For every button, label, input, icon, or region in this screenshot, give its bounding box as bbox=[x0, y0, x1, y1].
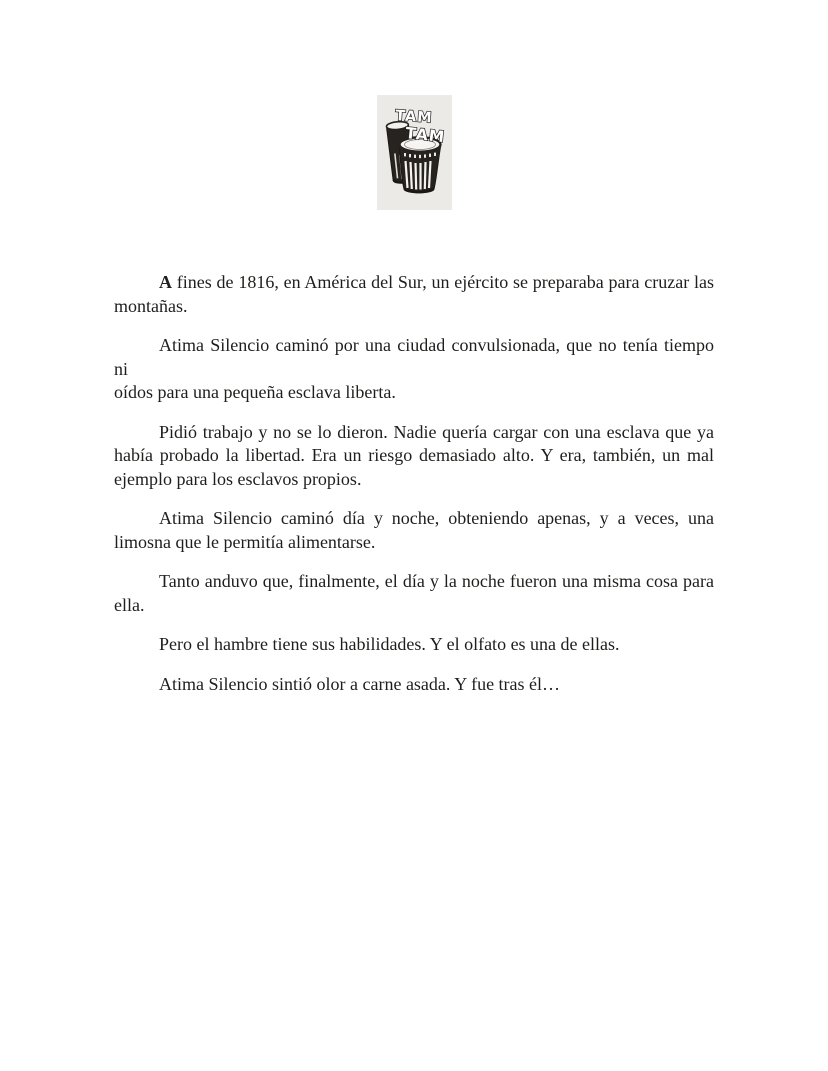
text-line bbox=[114, 531, 714, 555]
text-segment: Atima Silencio caminó por una ciudad convulsionada, que no tenía tiempo ni bbox=[114, 335, 714, 379]
paragraph bbox=[114, 673, 714, 697]
paragraph bbox=[114, 507, 714, 554]
bold-initial: A bbox=[159, 272, 172, 292]
paragraph bbox=[114, 421, 714, 492]
story-text bbox=[114, 271, 714, 712]
text-line bbox=[114, 507, 714, 531]
text-line bbox=[114, 421, 714, 445]
text-line bbox=[114, 673, 714, 697]
paragraph bbox=[114, 633, 714, 657]
paragraph bbox=[114, 334, 714, 405]
text-line bbox=[114, 295, 714, 319]
text-segment: ejemplo para los esclavos propios. bbox=[114, 468, 362, 489]
text-segment: había probado la libertad. Era un riesgo demasiado alto. Y era, también, un mal bbox=[114, 445, 714, 465]
paragraph bbox=[114, 570, 714, 617]
text-segment: ella. bbox=[114, 594, 145, 615]
tam-label-bottom: TAM bbox=[404, 124, 447, 147]
text-line bbox=[114, 594, 714, 618]
text-segment: oídos para una pequeña esclava liberta. bbox=[114, 382, 396, 402]
text-line bbox=[114, 271, 714, 295]
text-segment: Pero el hambre tiene sus habilidades. Y el olfato es una de ellas. bbox=[159, 634, 620, 654]
text-line bbox=[114, 468, 714, 492]
text-segment: limosna que le permitía alimentarse. bbox=[114, 531, 376, 552]
drums-drawing-svg bbox=[377, 95, 452, 210]
text-line bbox=[114, 334, 714, 381]
tam-label-top: TAM bbox=[394, 108, 434, 127]
text-segment: Atima Silencio caminó día y noche, obteniendo apenas, y a veces, una bbox=[159, 508, 714, 528]
tam-tam-drums-illustration bbox=[377, 95, 452, 210]
text-line bbox=[114, 444, 714, 468]
text-line bbox=[114, 570, 714, 594]
paragraph bbox=[114, 271, 714, 318]
text-segment: Atima Silencio sintió olor a carne asada. Y fue tras él… bbox=[159, 673, 561, 694]
text-line bbox=[114, 633, 714, 657]
text-segment: fines de 1816, en América del Sur, un ejército se preparaba para cruzar las bbox=[172, 272, 714, 292]
text-segment: montañas. bbox=[114, 295, 188, 316]
text-segment: Tanto anduvo que, finalmente, el día y la noche fueron una misma cosa para bbox=[159, 571, 714, 591]
text-segment: Pidió trabajo y no se lo dieron. Nadie quería cargar con una esclava que ya bbox=[159, 421, 714, 442]
text-line bbox=[114, 381, 714, 405]
front-drum-icon bbox=[400, 137, 441, 193]
